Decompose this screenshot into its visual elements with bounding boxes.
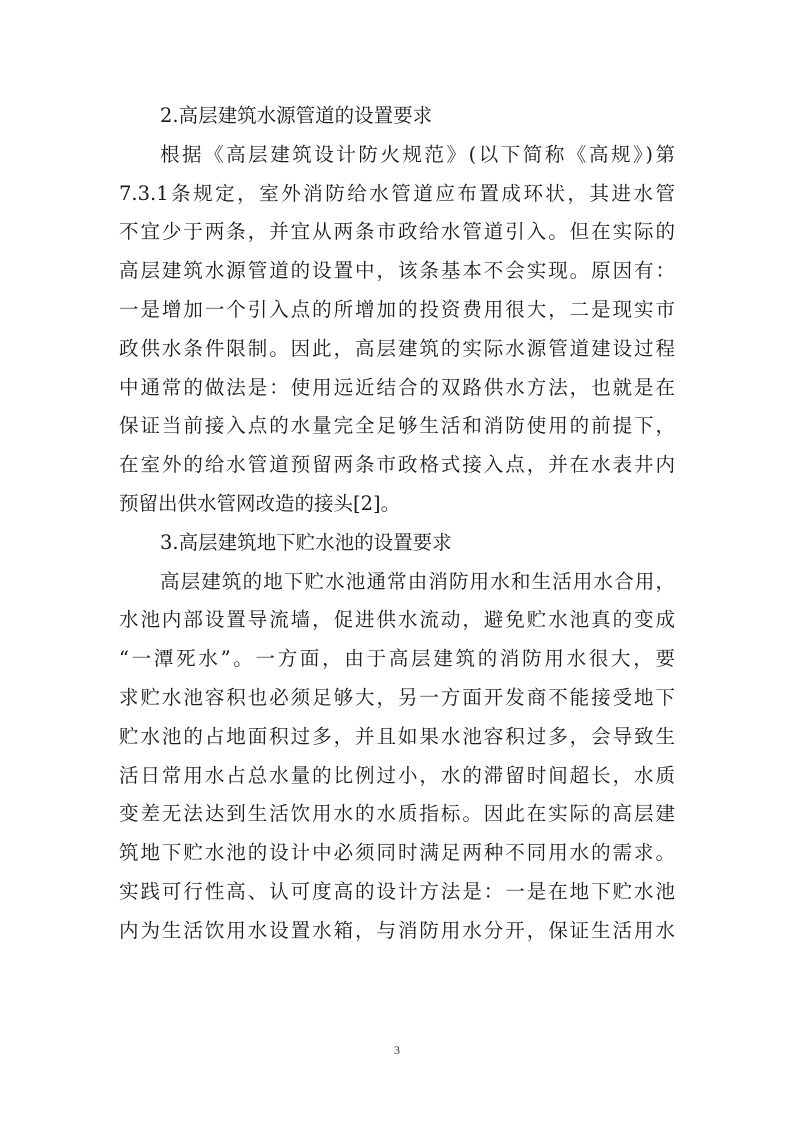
paragraph-line: 7.3.1条规定，室外消防给水管道应布置成环状，其进水管 xyxy=(119,181,675,205)
paragraph-line: 在室外的给水管道预留两条市政格式接入点，并在水表井内 xyxy=(119,453,675,477)
paragraph-line: 筑地下贮水池的设计中必须同时满足两种不同用水的需求。 xyxy=(119,841,675,865)
paragraph-line: 内为生活饮用水设置水箱，与消防用水分开，保证生活用水 xyxy=(119,918,675,942)
paragraph-line: 保证当前接入点的水量完全足够生活和消防使用的前提下， xyxy=(119,414,675,438)
page-number: 3 xyxy=(394,1043,400,1057)
paragraph-line: 实践可行性高、认可度高的设计方法是：一是在地下贮水池 xyxy=(119,879,675,903)
paragraph-line: 变差无法达到生活饮用水的水质指标。因此在实际的高层建 xyxy=(119,802,675,826)
paragraph-line: 中通常的做法是：使用远近结合的双路供水方法，也就是在 xyxy=(119,375,675,399)
paragraph-line: 政供水条件限制。因此，高层建筑的实际水源管道建设过程 xyxy=(119,336,675,360)
paragraph-line: “一潭死水”。一方面，由于高层建筑的消防用水很大，要 xyxy=(119,647,675,671)
paragraph-line: 不宜少于两条，并宜从两条市政给水管道引入。但在实际的 xyxy=(119,220,675,244)
paragraph-line: 活日常用水占总水量的比例过小，水的滞留时间超长，水质 xyxy=(119,763,675,787)
paragraph-line: 高层建筑水源管道的设置中，该条基本不会实现。原因有： xyxy=(119,259,675,283)
body-text xyxy=(119,97,675,951)
paragraph-line: 贮水池的占地面积过多，并且如果水池容积过多，会导致生 xyxy=(119,724,675,748)
paragraph-line: 高层建筑的地下贮水池通常由消防用水和生活用水合用， xyxy=(160,569,675,593)
paragraph-line: 根据《高层建筑设计防火规范》(以下简称《高规》)第 xyxy=(160,142,675,166)
paragraph-line: 水池内部设置导流墙，促进供水流动，避免贮水池真的变成 xyxy=(119,608,675,632)
paragraph-line: 求贮水池容积也必须足够大，另一方面开发商不能接受地下 xyxy=(119,685,675,709)
section-heading: 3.高层建筑地下贮水池的设置要求 xyxy=(160,530,452,554)
section-heading: 2.高层建筑水源管道的设置要求 xyxy=(160,104,433,127)
paragraph-line: 预留出供水管网改造的接头[2]。 xyxy=(119,491,401,515)
paragraph-line: 一是增加一个引入点的所增加的投资费用很大，二是现实市 xyxy=(119,297,675,321)
